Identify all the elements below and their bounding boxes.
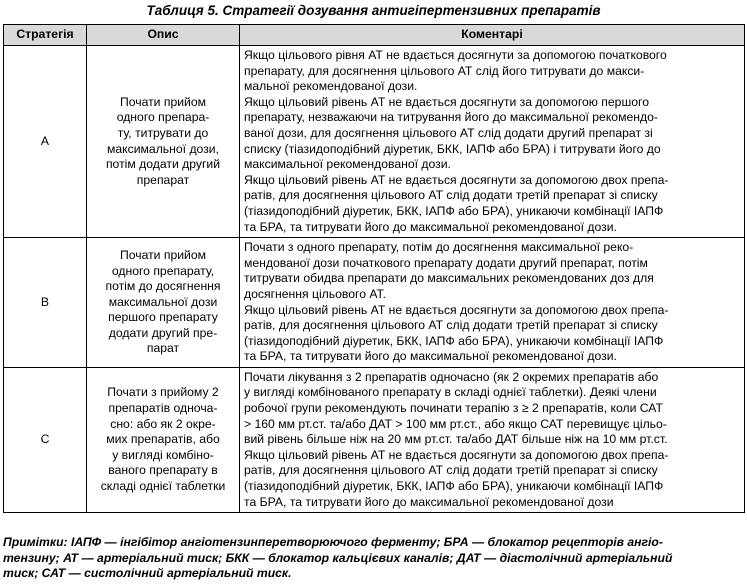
strategy-comments: [240, 367, 745, 512]
comment-line: Почати лікування з 2 препаратів одночасно (як 2 окремих препаратів або: [244, 369, 659, 384]
description-line: одного препарату,: [111, 263, 215, 278]
comment-line: ратів, для досягнення цільового АТ слід додати третій препарат зі списку: [244, 188, 658, 203]
comment-line: Якщо цільовий рівень АТ не вдається досягнути за допомогою двох препа-: [244, 447, 669, 462]
column-header-description: Опис: [87, 25, 240, 46]
comment-line: препарату, для досягнення цільового АТ слід його титрувати до макси-: [244, 63, 645, 78]
comment-line: Якщо цільовий рівень АТ не вдається досягнути за допомогою двох препа-: [244, 302, 669, 317]
description-line: сно: або як 2 окре-: [110, 416, 216, 431]
description-line: ту, титрувати до: [117, 125, 209, 140]
comment-line: ратів, для досягнення цільового АТ слід додати третій препарат зі списку: [244, 463, 658, 478]
strategy-description: [87, 238, 240, 368]
comment-line: мендованої дози початкового препарату додати другий препарат, потім: [244, 255, 648, 270]
comment-line: > 160 мм рт.ст. та/або ДАТ > 100 мм рт.ст., або якщо САТ перевищує цільо-: [244, 416, 667, 431]
comment-line: ваної дози, для досягнення цільового АТ слід додати другий препарат зі: [244, 125, 653, 140]
column-header-strategy: Стратегія: [4, 25, 87, 46]
comment-line: та БРА, та титрувати його до максимальної рекомендованої дози: [244, 494, 614, 509]
comment-line: Почати з одного препарату, потім до досягнення максимальної реко-: [244, 240, 634, 255]
column-header-comments: Коментарі: [240, 25, 745, 46]
comment-line: (тіазидоподібний діуретик, БКК, ІАПФ або БРА), уникаючи комбінації ІАПФ: [244, 333, 664, 348]
comment-line: Якщо цільового рівня АТ не вдається досягнути за допомогою початкового: [244, 48, 667, 62]
description-line: препарат: [136, 172, 190, 187]
description-line: Почати прийом: [119, 247, 207, 262]
comment-line: та БРА, та титрувати його до максимальної рекомендованої дози.: [244, 219, 617, 234]
strategy-comments: [240, 238, 745, 368]
description-line: мих препаратів, або: [106, 432, 220, 447]
table-title: Таблиця 5. Стратегії дозування антигіпертензивних препаратів: [146, 3, 601, 18]
comment-line: мальної рекомендованої дози.: [244, 79, 418, 94]
footnote-line: Примітки: ІАПФ — інгібітор ангіотензинперетворюючого ферменту; БРА — блокатор рецепторів ангіо-: [3, 535, 663, 549]
description-line: Почати з прийому 2: [107, 385, 219, 400]
strategy-comments: [240, 46, 745, 238]
description-line: першого препарату: [108, 310, 218, 325]
comment-line: Якщо цільовий рівень АТ не вдається досягнути за допомогою першого: [244, 94, 649, 109]
comment-line: та БРА, та титрувати його до максимальної рекомендованої дози.: [244, 349, 617, 364]
comment-line: досягнення цільового АТ.: [244, 286, 387, 301]
comment-line: титрувати обидва препарати до максимальних рекомендованих доз для: [244, 271, 654, 286]
description-line: ваного препарату в: [108, 463, 218, 478]
comment-line: робочої групи рекомендують починати терапію з ≥ 2 препаратів, коли САТ: [244, 401, 663, 416]
strategy-description: [87, 367, 240, 512]
footnote: [3, 535, 744, 582]
description-line: потім до досягнення: [105, 279, 221, 294]
description-line: максимальної дози,: [107, 141, 219, 156]
comment-line: у вигляді комбінованого препарату в складі однієї таблетки). Деякі члени: [244, 385, 657, 400]
table-row: [4, 238, 745, 368]
footnote-line: тиск; САТ — систолічний артеріальний тиск.: [3, 566, 292, 581]
table-row: [4, 46, 745, 238]
comment-line: Якщо цільовий рівень АТ не вдається досягнути за допомогою двох препа-: [244, 172, 669, 187]
comment-line: списку (тіазидоподібний діуретик, БКК, ІАПФ або БРА) і титрувати його до: [244, 141, 661, 156]
comment-line: (тіазидоподібний діуретик, БКК, ІАПФ або БРА), уникаючи комбінації ІАПФ: [244, 479, 664, 494]
description-line: у вигляді комбіно-: [112, 447, 214, 462]
strategy-code: A: [4, 46, 87, 238]
comment-line: препарату, незважаючи на титрування його до максимальної рекомендо-: [244, 110, 658, 125]
dosing-strategies-table: [3, 24, 745, 513]
comment-line: ратів, для досягнення цільового АТ слід додати третій препарат зі списку: [244, 318, 658, 333]
comment-line: (тіазидоподібний діуретик, БКК, ІАПФ або БРА), уникаючи комбінації ІАПФ: [244, 203, 664, 218]
description-line: потім додати другий: [105, 157, 221, 172]
strategy-code: C: [4, 367, 87, 512]
footnote-line: тензину; АТ — артеріальний тиск; БКК — блокатор кальцієвих каналів; ДАТ — діастолічний артеріальний: [3, 550, 673, 565]
description-line: додати другий пре-: [108, 325, 218, 340]
description-line: одного препара-: [116, 110, 210, 125]
description-line: Почати прийом: [119, 94, 207, 109]
description-line: максимальної дози: [108, 294, 218, 309]
description-line: парат: [146, 341, 180, 356]
description-line: складі однієї таблетки: [100, 479, 226, 494]
comment-line: максимальної рекомендованої дози.: [244, 157, 451, 172]
strategy-description: [87, 46, 240, 238]
comment-line: вий рівень більше ніж на 20 мм рт.ст. та/або ДАТ більше ніж на 10 мм рт.ст.: [244, 432, 668, 447]
description-line: препаратів одноча-: [108, 401, 218, 416]
strategy-code: B: [4, 238, 87, 368]
table-row: [4, 367, 745, 512]
table-header-row: [4, 25, 745, 46]
